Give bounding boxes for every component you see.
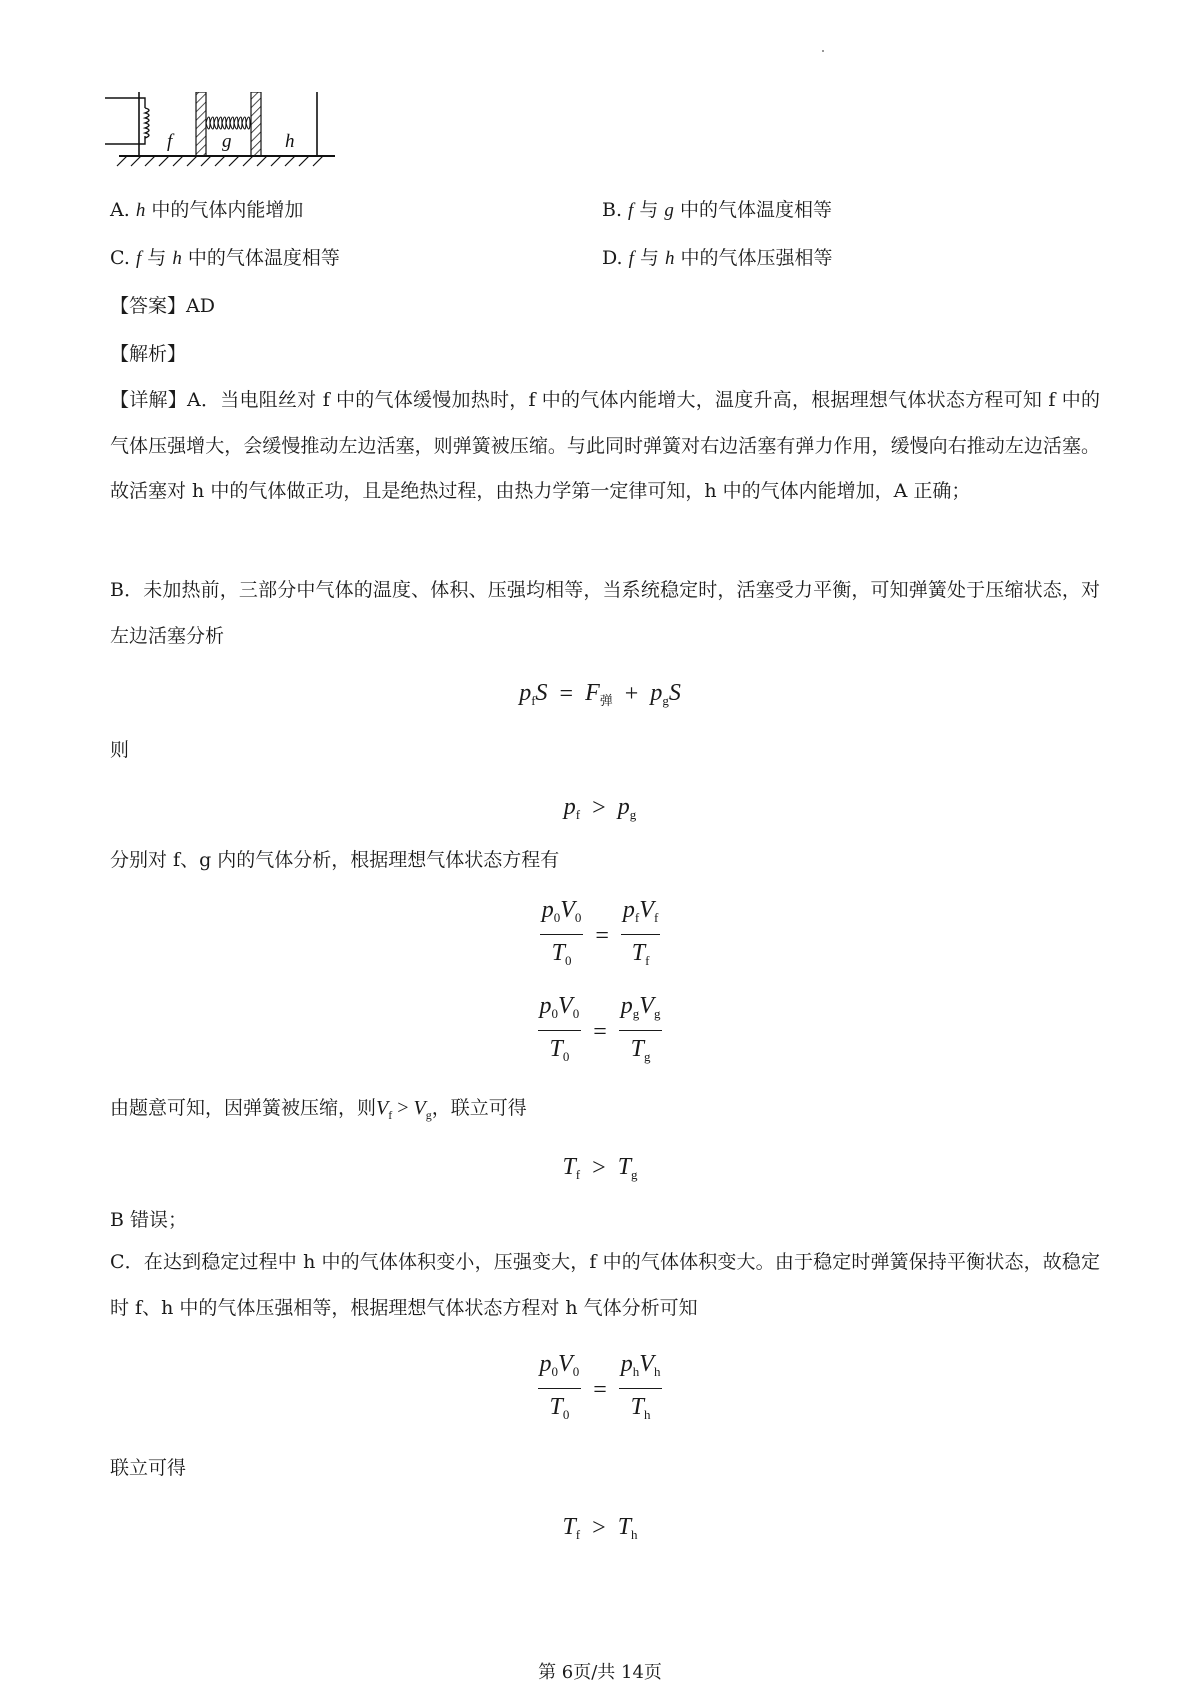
option-b-prefix: B. — [602, 199, 629, 221]
equation-temp-fh — [0, 1510, 1200, 1552]
left-piston — [196, 92, 206, 156]
eq3-lhs-fraction: $\frac{p_0V_0}{T_0}$ — [541, 897, 582, 968]
eq1-plus: + — [624, 681, 639, 708]
answer-label: 【答案】 — [110, 295, 187, 317]
option-b-var1: f — [628, 200, 634, 221]
eq7-t2: T — [617, 1514, 632, 1540]
label-h: h — [285, 131, 295, 152]
eq5-t2: T — [617, 1154, 632, 1180]
detail-label: 【详解】 — [110, 389, 187, 411]
page-footer: 第 6页/共 14页 — [538, 1662, 662, 1683]
ground-hatching — [117, 156, 323, 166]
spring — [206, 117, 250, 129]
equation-force-balance — [0, 676, 1200, 718]
option-a — [110, 196, 303, 225]
right-piston — [251, 92, 261, 156]
option-c — [110, 244, 340, 273]
eq5-sub-f: f — [575, 1167, 581, 1182]
eq6-rhs-fraction: $\frac{p_hV_h}{T_h}$ — [620, 1351, 661, 1422]
eq2-sub-f: f — [575, 807, 581, 822]
scan-speck — [822, 50, 824, 52]
eq5-sub-g: g — [631, 1167, 638, 1182]
eq2-p2: p — [617, 794, 630, 820]
option-d-var2: h — [665, 248, 675, 269]
volume-compare-text-b: ，联立可得 — [431, 1097, 527, 1119]
combine-text: 联立可得 — [110, 1457, 187, 1479]
eq1-sub-g: g — [662, 693, 669, 708]
analysis-label: 【解析】 — [110, 343, 187, 365]
eq2-gt: > — [592, 795, 606, 822]
option-d — [602, 244, 833, 273]
option-c-mid: 与 — [141, 247, 173, 269]
equation-state-f — [0, 896, 1200, 975]
eq1-s: S — [535, 680, 548, 706]
option-d-mid: 与 — [633, 247, 666, 269]
option-c-var1: f — [135, 248, 142, 269]
equation-state-h — [0, 1350, 1200, 1429]
eq1-p2: p — [650, 680, 663, 706]
heating-coil — [145, 108, 149, 138]
detail-a-paragraph — [110, 378, 1100, 515]
detail-b-paragraph: B．未加热前，三部分中气体的温度、体积、压强均相等，当系统稳定时，活塞受力平衡，可知弹簧处于压缩状态，对左边活塞分析 — [110, 579, 1100, 647]
option-a-text: 中的气体内能增加 — [145, 199, 304, 221]
option-d-prefix: D. — [602, 247, 629, 269]
eq4-equals: = — [593, 1018, 607, 1045]
eq2-sub-g: g — [629, 807, 637, 822]
option-b-var2: g — [664, 200, 674, 221]
detail-c-paragraph: C．在达到稳定过程中 h 中的气体体积变小，压强变大，f 中的气体体积变大。由于稳定时弹簧保持平衡状态，故稳定时 f、h 中的气体压强相等，根据理想气体状态方程对 h 气体分析可知 — [110, 1251, 1100, 1319]
option-b — [602, 196, 832, 225]
volume-compare-text-a: 由题意可知，因弹簧被压缩，则 — [110, 1097, 377, 1119]
eq1-sub-spring: 弹 — [599, 693, 613, 708]
eq1-sub-f: f — [531, 693, 536, 708]
option-d-text: 中的气体压强相等 — [674, 247, 833, 269]
eq1-p: p — [519, 680, 532, 706]
option-b-text: 中的气体温度相等 — [673, 199, 832, 221]
option-c-var2: h — [172, 248, 182, 269]
option-c-prefix: C. — [110, 247, 136, 269]
eq1-s2: S — [668, 680, 681, 706]
equation-pressure-compare — [0, 790, 1200, 832]
volume-compare-line — [110, 1094, 527, 1129]
eq7-sub-f: f — [575, 1527, 581, 1542]
then-label: 则 — [110, 739, 130, 761]
eq4-rhs-fraction: $\frac{p_gV_g}{T_g}$ — [620, 993, 661, 1064]
cylinder-figure — [105, 92, 367, 178]
eq1-equals: = — [559, 681, 574, 708]
eq2-p: p — [563, 794, 576, 820]
eq6-equals: = — [593, 1376, 607, 1403]
eq7-sub-h: h — [631, 1527, 638, 1542]
eq3-rhs-fraction: $\frac{p_fV_f}{T_f}$ — [622, 897, 659, 968]
label-g: g — [222, 131, 232, 152]
eq5-t: T — [562, 1154, 576, 1180]
b-wrong-text: B 错误； — [110, 1209, 188, 1231]
eq1-f: F — [585, 680, 600, 706]
eq3-equals: = — [595, 922, 609, 949]
inline-volume-compare: $V_f > V_g$ — [376, 1097, 432, 1122]
equation-temp-fg — [0, 1150, 1200, 1192]
eq4-lhs-fraction: $\frac{p_0V_0}{T_0}$ — [539, 993, 580, 1064]
detail-a-text: A．当电阻丝对 f 中的气体缓慢加热时，f 中的气体内能增大，温度升高，根据理想气体状态方程可知 f 中的气体压强增大，会缓慢推动左边活塞，则弹簧被压缩。与此同时弹簧对右边活塞有弹力作用，缓慢向右推动左边活塞。故活塞对 h 中的气体做正功，且是绝热过程，由热力学第一定律可知，h 中的气体内能增加，A 正确； — [110, 389, 1100, 502]
option-a-prefix: A. — [110, 199, 136, 221]
equation-state-g — [0, 992, 1200, 1071]
option-b-mid: 与 — [633, 199, 665, 221]
option-d-var1: f — [628, 248, 634, 269]
eq7-gt: > — [592, 1515, 606, 1542]
option-a-var: h — [135, 200, 146, 221]
eq5-gt: > — [592, 1155, 606, 1182]
answer-value: AD — [186, 295, 215, 317]
answer-line — [110, 292, 215, 320]
eq6-lhs-fraction: $\frac{p_0V_0}{T_0}$ — [539, 1351, 580, 1422]
option-c-text: 中的气体温度相等 — [181, 247, 340, 269]
analyze-fg-text: 分别对 f、g 内的气体分析，根据理想气体状态方程有 — [110, 849, 560, 871]
label-f: f — [167, 131, 173, 152]
eq7-t: T — [562, 1514, 576, 1540]
